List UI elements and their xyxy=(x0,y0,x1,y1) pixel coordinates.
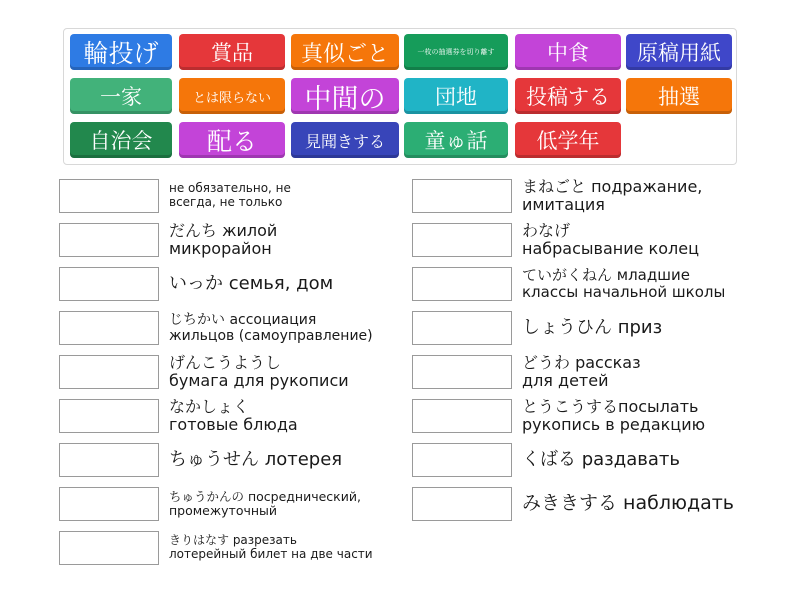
definition xyxy=(522,352,792,390)
drop-box[interactable] xyxy=(59,531,159,565)
definition-line: бумага для рукописи xyxy=(169,371,349,390)
tile-chuusen[interactable]: 抽選 xyxy=(626,78,732,114)
tile-manegoto[interactable]: 真似ごと xyxy=(291,34,399,70)
tile-toukousuru[interactable]: 投稿する xyxy=(515,78,621,114)
definition-line: готовые блюда xyxy=(169,415,298,434)
tile-teigakunen[interactable]: 低学年 xyxy=(515,122,621,158)
definition-line: промежуточный xyxy=(169,503,278,518)
definition-line: どうわ рассказ xyxy=(522,352,641,372)
definition xyxy=(522,396,792,434)
definition-line: жильцов (самоуправление) xyxy=(169,328,373,344)
tile-nakashoku[interactable]: 中食 xyxy=(515,34,621,70)
drop-box[interactable] xyxy=(59,443,159,477)
definition-line: имитация xyxy=(522,195,605,214)
definition xyxy=(169,311,409,345)
definition-line: きりはなす разрезать xyxy=(169,533,297,548)
definition xyxy=(169,179,399,213)
definition-line: не обязательно, не xyxy=(169,181,291,196)
drop-box[interactable] xyxy=(412,399,512,433)
tile-douwa[interactable]: 童ゅ話 xyxy=(404,122,508,158)
definition-line: いっか семья, дом xyxy=(169,272,334,294)
drop-box[interactable] xyxy=(59,487,159,521)
definition-line: なかしょく xyxy=(169,396,250,416)
drop-box[interactable] xyxy=(59,223,159,257)
drop-box[interactable] xyxy=(59,179,159,213)
definition xyxy=(169,352,399,390)
tile-kubaru[interactable]: 配る xyxy=(179,122,285,158)
definition-line: рукопись в редакцию xyxy=(522,415,706,434)
tile-towakagiranai[interactable]: とは限らない xyxy=(179,78,285,114)
tile-jichikai[interactable]: 自治会 xyxy=(70,122,172,158)
definition xyxy=(522,311,792,345)
tile-genkouyoushi[interactable]: 原稿用紙 xyxy=(626,34,732,70)
definition-line: わなげ xyxy=(522,220,571,240)
definition-line: для детей xyxy=(522,371,609,390)
definition xyxy=(522,443,792,477)
definition-line: くばる раздавать xyxy=(522,448,680,470)
definition xyxy=(522,176,792,214)
definition-line: しょうひん приз xyxy=(522,316,663,338)
tile-wanage[interactable]: 輪投げ xyxy=(70,34,172,70)
definition-line: じちかい ассоциация xyxy=(169,311,317,328)
definition-line: だんち жилой xyxy=(169,220,278,240)
definition xyxy=(169,531,409,565)
tile-kirihanasu[interactable]: 一枚の抽選券を切り離す xyxy=(404,34,508,70)
definition xyxy=(169,443,399,477)
definition-line: набрасывание колец xyxy=(522,239,699,258)
definition xyxy=(522,220,792,258)
definition-line: ていがくねん младшие xyxy=(522,265,690,284)
definition-line: まねごと подражание, xyxy=(522,176,703,196)
definition-line: лотерейный билет на две части xyxy=(169,547,373,561)
tile-danchi[interactable]: 団地 xyxy=(404,78,508,114)
tile-ikka[interactable]: 一家 xyxy=(70,78,172,114)
drop-box[interactable] xyxy=(59,355,159,389)
drop-box[interactable] xyxy=(59,311,159,345)
drop-box[interactable] xyxy=(412,487,512,521)
definition xyxy=(522,267,792,301)
definition xyxy=(522,487,792,521)
word-bank xyxy=(63,28,737,165)
drop-box[interactable] xyxy=(59,399,159,433)
tile-chuukanno[interactable]: 中間の xyxy=(291,78,399,114)
definition-line: ちゅうせん лотерея xyxy=(169,448,343,470)
definition xyxy=(169,267,399,301)
drop-box[interactable] xyxy=(412,267,512,301)
drop-box[interactable] xyxy=(412,223,512,257)
drop-box[interactable] xyxy=(412,355,512,389)
definition xyxy=(169,396,399,434)
definition-line: всегда, не только xyxy=(169,195,283,209)
definition-line: とうこうするпосылать xyxy=(522,396,699,416)
drop-box[interactable] xyxy=(59,267,159,301)
drop-box[interactable] xyxy=(412,311,512,345)
drop-box[interactable] xyxy=(412,179,512,213)
tile-mikikisuru[interactable]: 見聞きする xyxy=(291,122,399,158)
definition-line: классы начальной школы xyxy=(522,283,726,301)
definition-line: микрорайон xyxy=(169,239,272,258)
definition-line: みききする наблюдать xyxy=(522,492,735,515)
definition xyxy=(169,487,409,521)
definition-line: げんこうようし xyxy=(169,352,282,372)
definition-line: ちゅうかんの посреднический, xyxy=(169,488,361,504)
tile-shouhin[interactable]: 賞品 xyxy=(179,34,285,70)
definition xyxy=(169,220,399,258)
drop-box[interactable] xyxy=(412,443,512,477)
